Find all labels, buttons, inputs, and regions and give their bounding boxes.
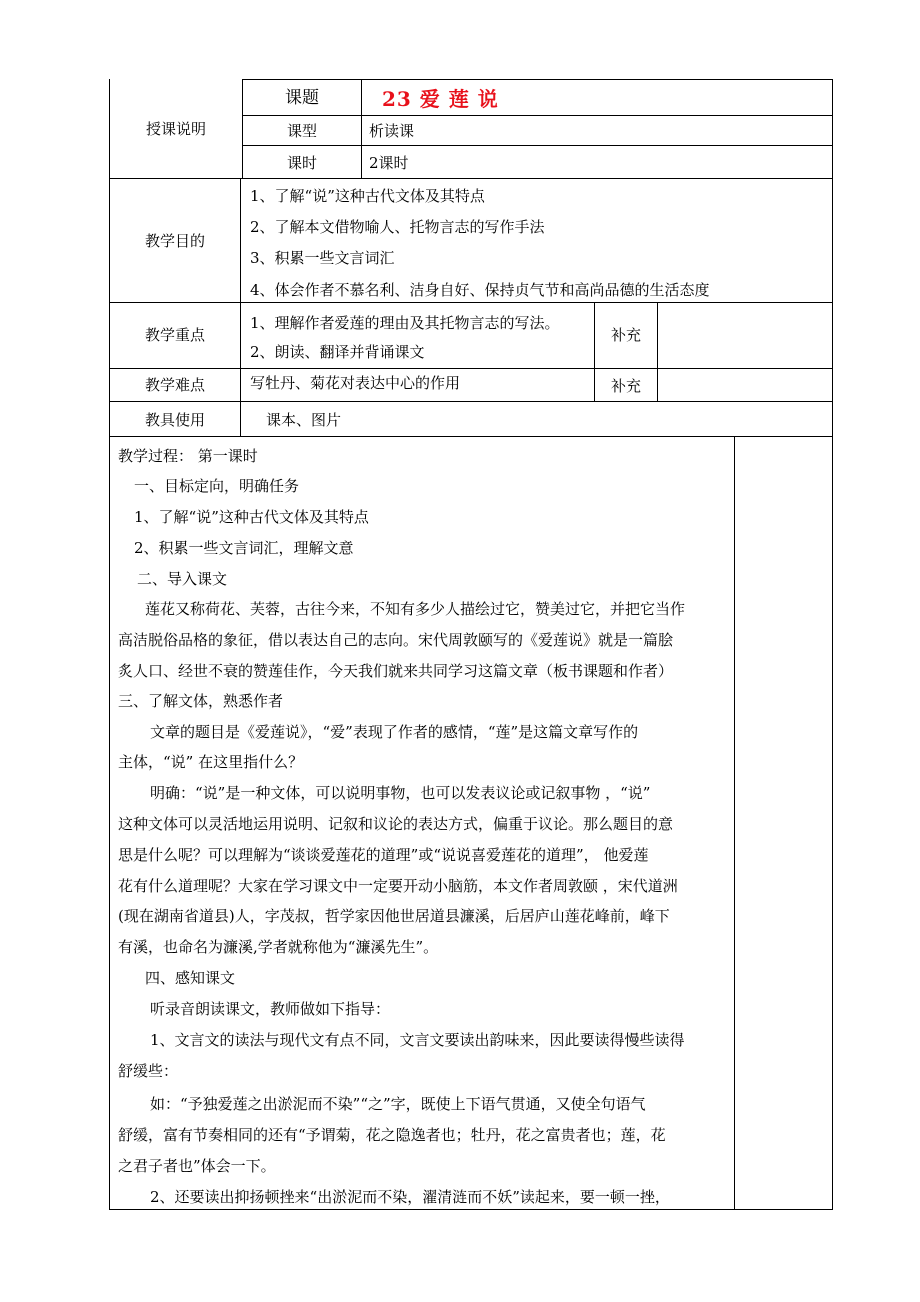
key-point-item: 1、理解作者爱莲的理由及其托物言志的写法。 <box>250 314 560 332</box>
lesson-title: 23 爱 莲 说 <box>382 87 499 111</box>
aids-text: 课本、图片 <box>266 411 342 429</box>
supplement-divider-right <box>657 302 658 401</box>
header-divider-h2 <box>242 145 833 146</box>
table-border-right <box>832 79 833 1210</box>
process-line: 炙人口、经世不衰的赞莲佳作，今天我们就来共同学习这篇文章（板书课题和作者） <box>118 662 674 680</box>
section-label: 授课说明 <box>145 120 206 138</box>
key-points-label: 教学重点 <box>144 326 205 344</box>
process-line: 明确：“说”是一种文体，可以说明事物，也可以发表议论或记叙事物 ，“说” <box>150 784 651 802</box>
key-points-supplement-label: 补充 <box>610 326 641 344</box>
objective-item: 4、体会作者不慕名利、洁身自好、保持贞气节和高尚品德的生活态度 <box>250 281 710 299</box>
hours-label: 课时 <box>286 154 317 172</box>
process-line: 高洁脱俗品格的象征，借以表达自己的志向。宋代周敦颐写的《爱莲说》就是一篇脍 <box>118 631 674 649</box>
row-divider-3 <box>109 368 833 369</box>
objective-item: 2、了解本文借物喻人、托物言志的写作手法 <box>250 218 545 236</box>
key-point-item: 2、朗读、翻译并背诵课文 <box>250 343 425 361</box>
row-divider-5 <box>109 436 833 437</box>
process-line: 1、文言文的读法与现代文有点不同，文言文要读出韵味来，因此要读得慢些读得 <box>150 1031 685 1049</box>
type-label: 课型 <box>286 122 317 140</box>
process-line: 二、导入课文 <box>137 570 228 588</box>
hours-value: 2课时 <box>369 154 409 172</box>
objectives-label: 教学目的 <box>144 232 205 250</box>
label-divider <box>240 178 241 436</box>
process-line: (现在湖南省道县)人，字茂叔，哲学家因他世居道县濂溪，后居庐山莲花峰前，峰下 <box>118 907 670 925</box>
table-border-top <box>242 79 833 80</box>
table-border-bottom <box>109 1209 833 1210</box>
difficulties-label: 教学难点 <box>144 376 205 394</box>
process-line: 教学过程： 第一课时 <box>118 447 258 465</box>
objective-item: 3、积累一些文言词汇 <box>250 249 395 267</box>
process-line: 莲花又称荷花、芙蓉，古往今来，不知有多少人描绘过它，赞美过它，并把它当作 <box>145 600 686 618</box>
process-line: 四、感知课文 <box>145 969 236 987</box>
process-line: 思是什么呢？可以理解为“谈谈爱莲花的道理”或“说说喜爱莲花的道理”， 他爱莲 <box>118 846 649 864</box>
difficulties-supplement-label: 补充 <box>610 377 641 395</box>
process-line: 花有什么道理呢？大家在学习课文中一定要开动小脑筋，本文作者周敦颐 ，宋代道洲 <box>118 877 678 895</box>
row-divider-2 <box>109 302 833 303</box>
process-margin-divider <box>734 436 735 1210</box>
process-line: 舒缓些： <box>118 1062 179 1080</box>
process-line: 一、目标定向，明确任务 <box>134 477 300 495</box>
process-line: 舒缓，富有节奏相同的还有“予谓菊，花之隐逸者也；牡丹，花之富贵者也；莲，花 <box>118 1126 666 1144</box>
process-line: 有溪，也命名为濂溪,学者就称他为“濂溪先生”。 <box>118 938 439 956</box>
process-line: 1、了解“说”这种古代文体及其特点 <box>134 508 369 526</box>
aids-label: 教具使用 <box>144 411 205 429</box>
header-divider-h1 <box>242 115 833 116</box>
header-divider-v2 <box>361 79 362 178</box>
process-line: 2、积累一些文言词汇，理解文意 <box>134 539 354 557</box>
objective-item: 1、了解“说”这种古代文体及其特点 <box>250 187 485 205</box>
process-line: 听录音朗读课文，教师做如下指导： <box>150 1000 391 1018</box>
difficulties-text: 写牡丹、菊花对表达中心的作用 <box>250 374 461 392</box>
process-line: 文章的题目是《爱莲说》，“爱”表现了作者的感情，“莲”是这篇文章写作的 <box>150 723 639 741</box>
process-line: 主体，“说” 在这里指什么？ <box>118 753 304 771</box>
process-line: 如：“予独爱莲之出淤泥而不染”“之”字，既使上下语气贯通，又使全句语气 <box>150 1095 646 1113</box>
process-line: 之君子者也”体会一下。 <box>118 1157 276 1175</box>
topic-label: 课题 <box>285 88 319 108</box>
process-line: 2、还要读出抑扬顿挫来“出淤泥而不染，濯清涟而不妖”读起来，要一顿一挫， <box>150 1188 670 1206</box>
type-value: 析读课 <box>369 122 415 140</box>
row-divider-4 <box>109 401 833 402</box>
row-divider-1 <box>109 178 833 179</box>
process-line: 这种文体可以灵活地运用说明、记叙和议论的表达方式，偏重于议论。那么题目的意 <box>118 815 674 833</box>
process-line: 三、了解文体，熟悉作者 <box>118 692 284 710</box>
